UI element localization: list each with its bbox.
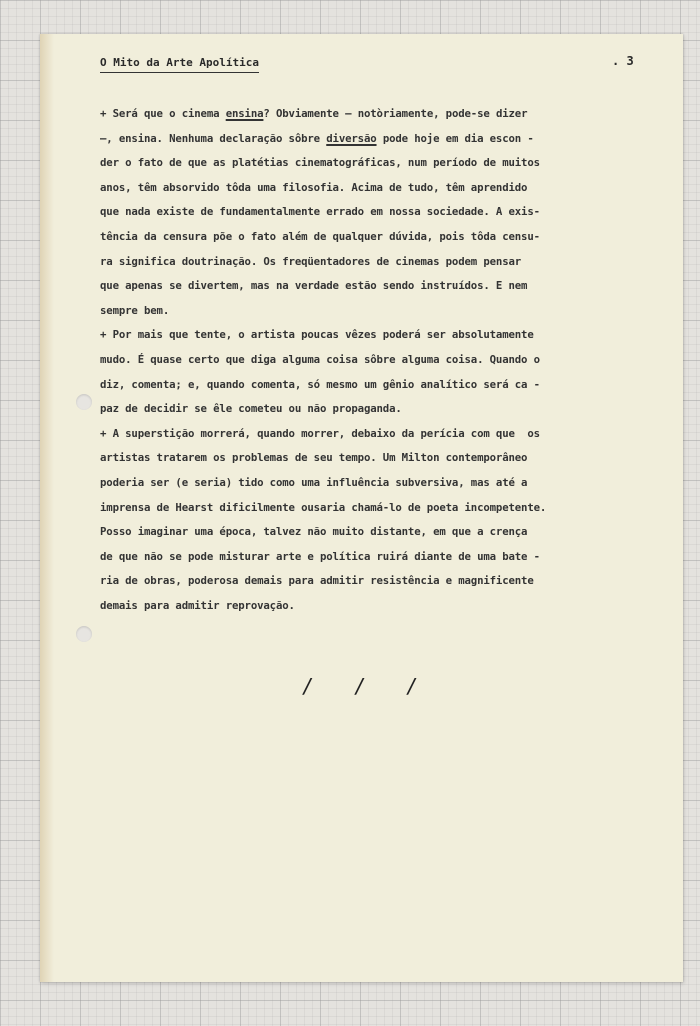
text-line [100, 323, 650, 348]
text-segment: pode hoje em dia escon - [376, 131, 534, 145]
text-line [100, 397, 650, 422]
text-segment: tência da censura põe o fato além de qualquer dúvida, pois tôda censu- [100, 229, 540, 243]
typewritten-page [40, 34, 683, 982]
end-mark: / / / [302, 674, 433, 698]
text-line [100, 594, 650, 619]
text-segment: sempre bem. [100, 303, 170, 317]
underlined-word: diversão [326, 131, 377, 145]
text-segment: + A superstição morrerá, quando morrer, debaixo da perícia com que os [100, 426, 540, 440]
text-segment: ? Obviamente — notòriamente, pode-se dizer [263, 107, 528, 120]
page-number: . 3 [612, 54, 634, 68]
text-segment: demais para admitir reprovação. [100, 598, 295, 612]
underlined-word: ensina [225, 107, 264, 120]
text-line [100, 250, 650, 275]
paragraph [100, 323, 650, 421]
text-line [100, 274, 650, 299]
body-text [100, 102, 650, 618]
text-segment: anos, têm absorvido tôda uma filosofia. Acima de tudo, têm aprendido [100, 180, 528, 194]
text-segment: que apenas se divertem, mas na verdade estão sendo instruídos. E nem [100, 279, 528, 293]
page-header-title: O Mito da Arte Apolítica [100, 56, 259, 73]
text-line [100, 520, 650, 545]
text-line [100, 373, 650, 398]
text-segment: paz de decidir se êle cometeu ou não propaganda. [100, 402, 402, 416]
text-line [100, 299, 650, 324]
punch-hole [76, 394, 92, 410]
text-line [100, 176, 650, 201]
text-segment: —, ensina. Nenhuma declaração sôbre [100, 131, 327, 145]
text-segment: Posso imaginar uma época, talvez não muito distante, em que a crença [100, 525, 528, 539]
text-line [100, 446, 650, 471]
text-segment: de que não se pode misturar arte e política ruirá diante de uma bate - [100, 549, 540, 563]
text-segment: der o fato de que as platétias cinematográficas, num período de muitos [100, 156, 540, 170]
paragraph [100, 102, 650, 323]
text-line [100, 200, 650, 225]
text-segment: ria de obras, poderosa demais para admitir resistência e magnificente [100, 574, 534, 588]
text-segment: + Será que o cinema [100, 107, 226, 120]
text-segment: poderia ser (e seria) tido como uma influência subversiva, mas até a [100, 475, 528, 489]
text-segment: artistas tratarem os problemas de seu tempo. Um Milton contemporâneo [100, 451, 528, 465]
text-segment: que nada existe de fundamentalmente errado em nossa sociedade. A exis- [100, 205, 540, 219]
text-line [100, 102, 650, 127]
text-segment: diz, comenta; e, quando comenta, só mesmo um gênio analítico será ca - [100, 377, 540, 391]
punch-hole [76, 626, 92, 642]
text-line [100, 151, 650, 176]
text-line [100, 127, 650, 152]
text-line [100, 422, 650, 447]
text-line [100, 348, 650, 373]
text-segment: + Por mais que tente, o artista poucas vêzes poderá ser absolutamente [100, 328, 534, 342]
text-line [100, 496, 650, 521]
text-line [100, 225, 650, 250]
text-segment: mudo. É quase certo que diga alguma coisa sôbre alguma coisa. Quando o [100, 352, 540, 366]
text-line [100, 569, 650, 594]
paragraph [100, 422, 650, 619]
text-segment: ra significa doutrinação. Os freqüentadores de cinemas podem pensar [100, 254, 522, 268]
text-segment: imprensa de Hearst dificilmente ousaria chamá-lo de poeta incompetente. [100, 500, 547, 514]
text-line [100, 471, 650, 496]
text-line [100, 545, 650, 570]
